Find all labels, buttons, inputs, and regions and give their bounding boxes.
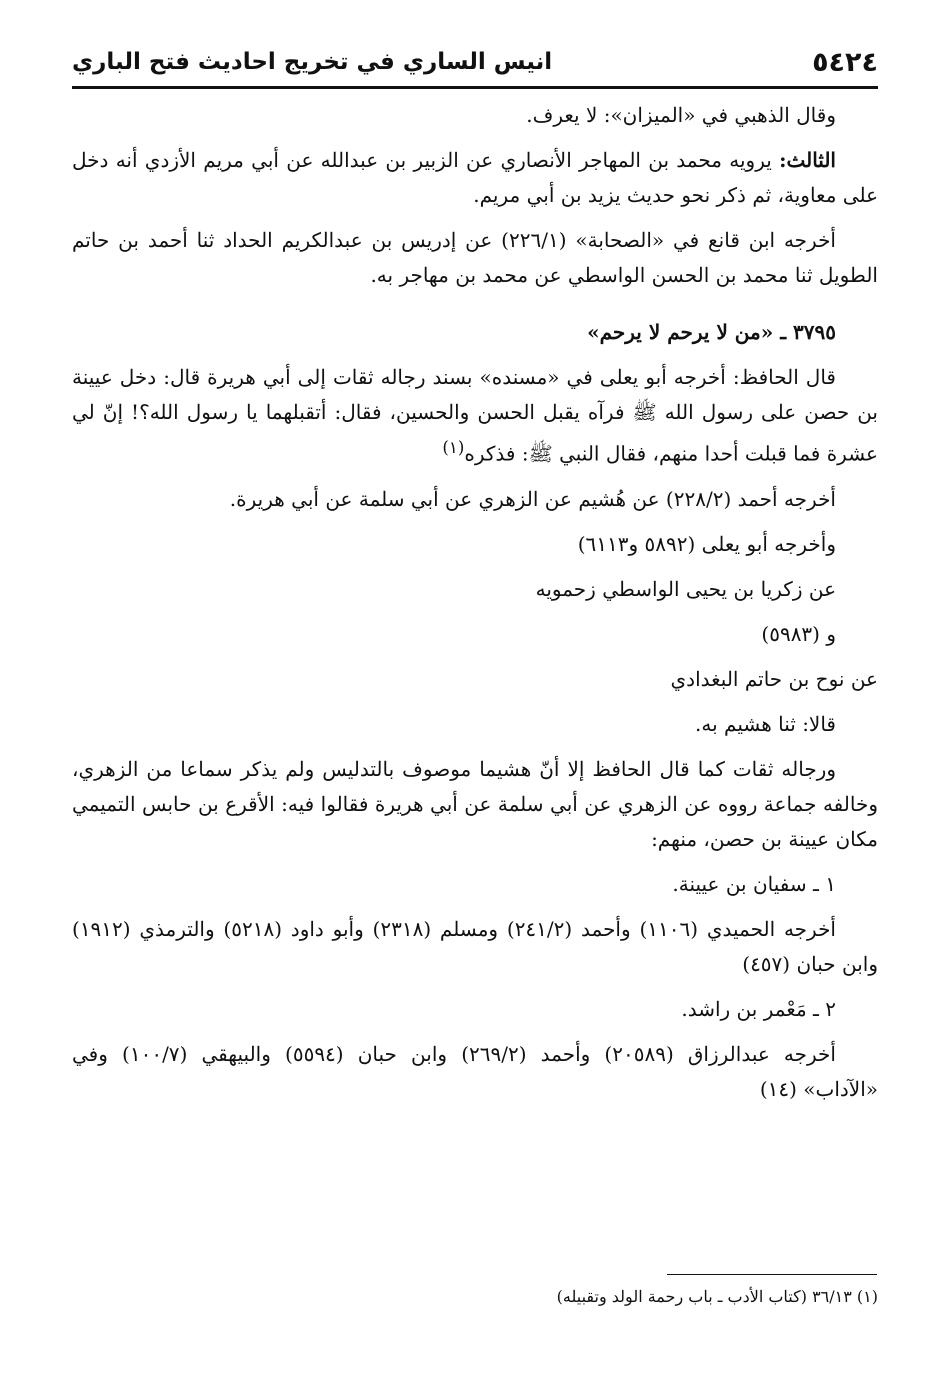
paragraph-ahmad: أخرجه أحمد (٢٢٨/٢) عن هُشيم عن الزهري عن أبي سلمة عن أبي هريرة. xyxy=(229,486,836,511)
paragraph-abdurrazzaq: أخرجه عبدالرزاق (٢٠٥٨٩) وأحمد (٢٦٩/٢) وابن حبان (٥٥٩٤) والبيهقي (١٠٠/٧) وفي «الآداب» (١٤) xyxy=(72,1041,878,1101)
page-header xyxy=(72,38,878,89)
paragraph-rijal: ورجاله ثقات كما قال الحافظ إلا أنّ هشيما موصوف بالتدليس ولم يذكر سماعا من الزهري، وخالفه جماعة رووه عن الزهري عن أبي سلمة عن أبي هريرة فقالوا فيه: الأقرع بن حابس التميمي مكان عيينة بن حصن، منهم: xyxy=(72,756,878,851)
paragraph-abu-yala: وأخرجه أبو يعلى (٥٨٩٢ و٦١١٣) xyxy=(577,531,836,556)
list-item-sufyan: ١ ـ سفيان بن عيينة. xyxy=(672,871,836,896)
third-route-text: يرويه محمد بن المهاجر الأنصاري عن الزبير بن عبدالله عن أبي مريم الأزدي أنه دخل على معاوية، ثم ذكر نحو حديث يزيد بن أبي مريم. xyxy=(72,148,878,207)
paragraph-nuh: عن نوح بن حاتم البغدادي xyxy=(670,666,878,691)
footnote-ref: (١) xyxy=(442,438,465,457)
footnote-divider xyxy=(667,1274,877,1275)
paragraph-zakariya: عن زكريا بن يحيى الواسطي زحمويه xyxy=(535,576,836,601)
paragraph-ibn-qani: أخرجه ابن قانع في «الصحابة» (٢٢٦/١) عن إدريس بن عبدالكريم الحداد ثنا أحمد بن حاتم الطويل ثنا محمد بن الحسن الواسطي عن محمد بن مهاجر به. xyxy=(72,228,878,287)
paragraph-humaidi: أخرجه الحميدي (١١٠٦) وأحمد (٢٤١/٢) ومسلم (٢٣١٨) وأبو داود (٥٢١٨) والترمذي (١٩١٢) وابن حبان (٤٥٧) xyxy=(72,916,878,976)
paragraph-qala: قالا: ثنا هشيم به. xyxy=(695,711,836,736)
hafiz-text: قال الحافظ: أخرجه أبو يعلى في «مسنده» بسند رجاله ثقات إلى أبي هريرة قال: دخل عيينة بن حصن على رسول الله ﷺ فرآه يقبل الحسن والحسين، فقال: أتقبلهما يا رسول الله؟! إنّ لي عشرة فما قبلت أحدا منهم، فقال النبي ﷺ: فذكره xyxy=(72,365,878,466)
list-item-mamar: ٢ ـ مَعْمر بن راشد. xyxy=(681,996,836,1021)
paragraph-number: و (٥٩٨٣) xyxy=(761,621,836,646)
main-text xyxy=(72,98,878,1117)
footnote: (١) ٣٦/١٣ (كتاب الأدب ـ باب رحمة الولد وتقبيله) xyxy=(556,1287,878,1306)
page-number: ٥٤٢٤ xyxy=(812,46,878,78)
paragraph-dhahabi: وقال الذهبي في «الميزان»: لا يعرف. xyxy=(526,103,836,127)
paragraph-third-route xyxy=(72,143,878,213)
running-title: انيس الساري في تخريج احاديث فتح الباري xyxy=(72,49,553,75)
paragraph-hafiz xyxy=(72,360,878,472)
hadith-heading: ٣٧٩٥ ـ «من لا يرحم لا يرحم» xyxy=(587,320,836,344)
third-label: الثالث: xyxy=(779,148,836,172)
